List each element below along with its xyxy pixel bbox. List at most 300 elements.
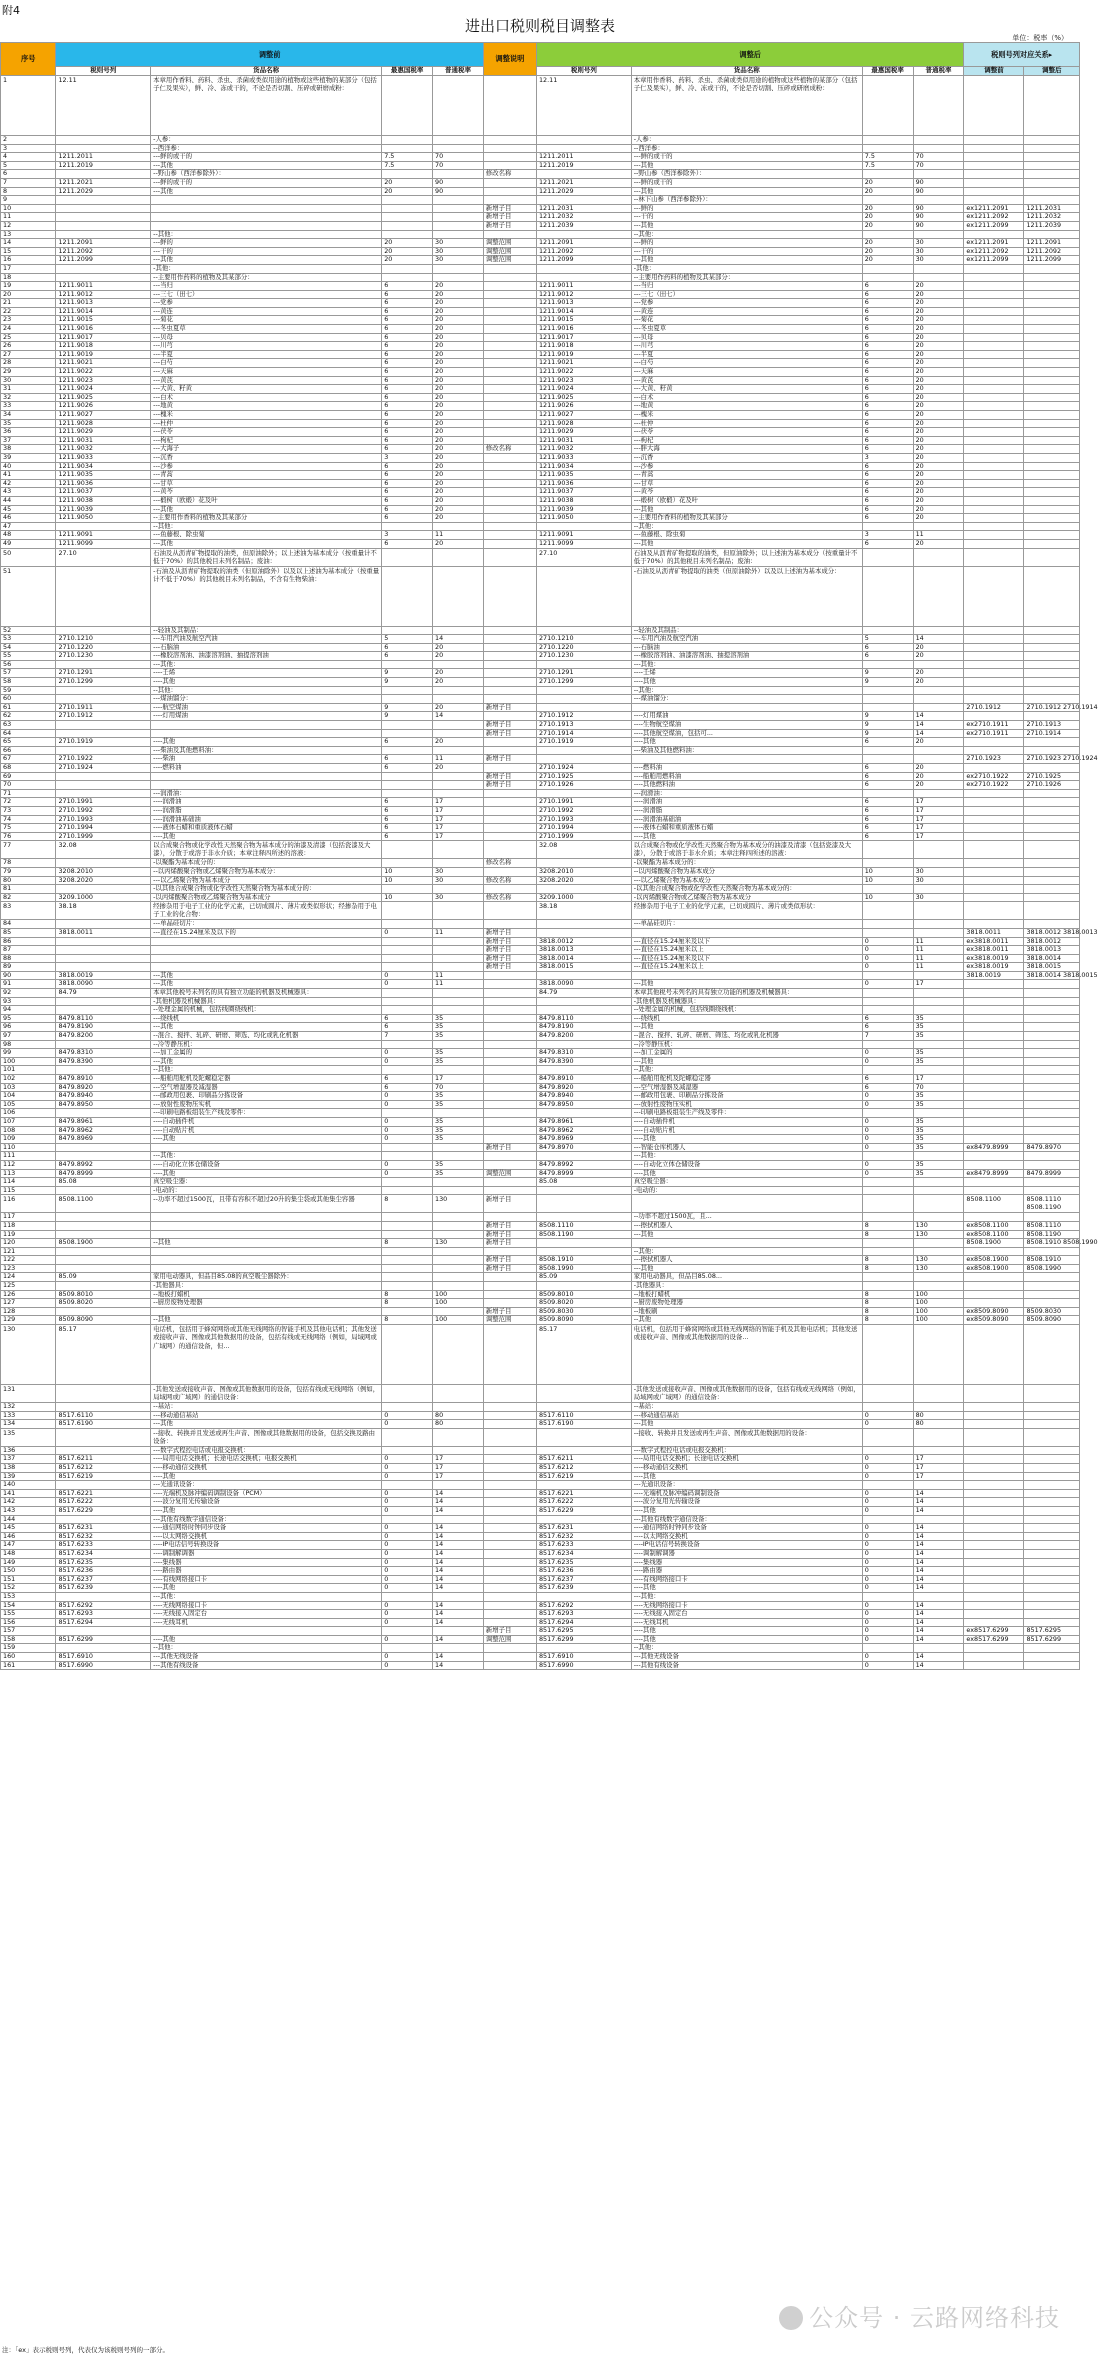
cell-note — [483, 1066, 536, 1075]
cell-note: 新增子目 — [483, 1627, 536, 1636]
cell-before-general: 14 — [433, 712, 484, 721]
cell-after-code: 2710.1924 — [536, 764, 631, 773]
cell-note: 新增子目 — [483, 213, 536, 222]
cell-after-general: 30 — [913, 876, 964, 885]
cell-before-code: 8479.8110 — [56, 1014, 151, 1023]
cell-after-general: 20 — [913, 678, 964, 687]
cell-after-name: ---冬虫夏草 — [631, 325, 862, 334]
cell-after-name: ----有线网络接口卡 — [631, 1575, 862, 1584]
cell-map-before — [964, 479, 1024, 488]
attachment-label: 附4 — [2, 4, 20, 17]
cell-after-name: --功率不超过1500瓦，且... — [631, 1213, 862, 1222]
cell-note: 修改名称 — [483, 859, 536, 868]
cell-after-general — [913, 1325, 964, 1385]
cell-map-before — [964, 488, 1024, 497]
cell-before-mfn: 6 — [382, 333, 433, 342]
cell-before-general: 20 — [433, 368, 484, 377]
cell-map-after — [1024, 1644, 1080, 1653]
cell-before-general: 14 — [433, 1506, 484, 1515]
cell-before-code: 1211.9023 — [56, 376, 151, 385]
cell-before-name — [151, 213, 382, 222]
cell-after-general: 14 — [913, 1618, 964, 1627]
cell-after-general: 90 — [913, 187, 964, 196]
table-row — [1, 635, 1080, 644]
cell-map-after — [1024, 686, 1080, 695]
cell-before-name: ---黄芪 — [151, 376, 382, 385]
cell-after-mfn: 8 — [862, 1230, 913, 1239]
cell-before-mfn — [382, 1264, 433, 1273]
cell-before-code: 2710.1912 — [56, 712, 151, 721]
cell-before-general — [433, 1592, 484, 1601]
cell-map-after — [1024, 471, 1080, 480]
cell-before-general — [433, 1178, 484, 1187]
cell-before-code: 1211.9026 — [56, 402, 151, 411]
cell-before-name: ---煤油馏分： — [151, 695, 382, 704]
cell-after-general: 11 — [913, 531, 964, 540]
cell-note — [483, 902, 536, 920]
cell-seq: 7 — [1, 178, 56, 187]
cell-after-general: 14 — [913, 729, 964, 738]
cell-before-code: 3208.2020 — [56, 876, 151, 885]
cell-after-name: ---其他 — [631, 1057, 862, 1066]
cell-before-name — [151, 196, 382, 205]
cell-before-mfn: 0 — [382, 1532, 433, 1541]
cell-seq: 112 — [1, 1160, 56, 1169]
cell-note — [483, 1282, 536, 1291]
cell-after-code: 1211.9037 — [536, 488, 631, 497]
cell-before-mfn: 6 — [382, 290, 433, 299]
cell-seq: 42 — [1, 479, 56, 488]
cell-before-mfn — [382, 1109, 433, 1118]
cell-note — [483, 1506, 536, 1515]
cell-seq: 126 — [1, 1290, 56, 1299]
cell-before-general: 20 — [433, 496, 484, 505]
table-row — [1, 1282, 1080, 1291]
cell-before-name: ----调制解调器 — [151, 1549, 382, 1558]
header-mapping[interactable]: 税则号列对应关系▸ — [964, 43, 1080, 67]
cell-before-name — [151, 1627, 382, 1636]
cell-before-mfn — [382, 954, 433, 963]
cell-before-mfn: 6 — [382, 1075, 433, 1084]
cell-map-after — [1024, 359, 1080, 368]
cell-map-before — [964, 1610, 1024, 1619]
cell-map-before — [964, 798, 1024, 807]
cell-before-name — [151, 1213, 382, 1222]
cell-before-general: 35 — [433, 1057, 484, 1066]
cell-seq: 45 — [1, 505, 56, 514]
cell-after-mfn: 8 — [862, 1221, 913, 1230]
cell-before-mfn — [382, 1040, 433, 1049]
cell-after-general: 35 — [913, 1032, 964, 1041]
cell-before-name: 家用电动器具，但品目85.08的真空吸尘器除外： — [151, 1273, 382, 1282]
cell-map-after — [1024, 893, 1080, 902]
cell-before-name: ---其他 — [151, 1023, 382, 1032]
cell-before-code: 1211.9017 — [56, 333, 151, 342]
cell-map-before — [964, 815, 1024, 824]
cell-before-general: 20 — [433, 282, 484, 291]
cell-map-after — [1024, 738, 1080, 747]
cell-map-before — [964, 170, 1024, 179]
table-row — [1, 1186, 1080, 1195]
cell-before-code: 3818.0019 — [56, 971, 151, 980]
cell-before-mfn: 6 — [382, 445, 433, 454]
cell-map-after — [1024, 1032, 1080, 1041]
cell-before-code: 8479.8910 — [56, 1075, 151, 1084]
cell-after-name: 真空吸尘器： — [631, 1178, 862, 1187]
cell-before-mfn: 6 — [382, 488, 433, 497]
cell-after-mfn — [862, 841, 913, 859]
cell-seq: 69 — [1, 772, 56, 781]
cell-before-mfn: 0 — [382, 1653, 433, 1662]
cell-before-code: 2710.1994 — [56, 824, 151, 833]
cell-before-general: 20 — [433, 488, 484, 497]
cell-map-before — [964, 1403, 1024, 1412]
cell-before-name: --野山参（西洋参除外）： — [151, 170, 382, 179]
cell-map-before — [964, 1464, 1024, 1473]
cell-seq: 35 — [1, 419, 56, 428]
table-row — [1, 539, 1080, 548]
cell-after-name: ---鲜的或干的 — [631, 178, 862, 187]
cell-after-mfn — [862, 1066, 913, 1075]
cell-map-before — [964, 1178, 1024, 1187]
table-row — [1, 946, 1080, 955]
cell-map-before: ex8479.8999 — [964, 1143, 1024, 1152]
cell-before-mfn — [382, 566, 433, 626]
cell-after-general: 20 — [913, 385, 964, 394]
cell-before-mfn: 6 — [382, 436, 433, 445]
cell-before-code — [56, 213, 151, 222]
cell-seq: 40 — [1, 462, 56, 471]
cell-seq: 124 — [1, 1273, 56, 1282]
cell-seq: 139 — [1, 1472, 56, 1481]
cell-after-code: 8509.8030 — [536, 1307, 631, 1316]
cell-map-before — [964, 841, 1024, 859]
cell-seq: 130 — [1, 1325, 56, 1385]
cell-seq: 36 — [1, 428, 56, 437]
cell-after-mfn: 6 — [862, 350, 913, 359]
cell-after-mfn — [862, 566, 913, 626]
table-row — [1, 196, 1080, 205]
cell-after-name: ---其他 — [631, 1023, 862, 1032]
cell-after-name: ----燃料油 — [631, 764, 862, 773]
cell-after-name: ---菊花 — [631, 316, 862, 325]
cell-before-general: 20 — [433, 453, 484, 462]
cell-after-code: 85.08 — [536, 1178, 631, 1187]
cell-before-code: 8517.6239 — [56, 1584, 151, 1593]
cell-before-general: 100 — [433, 1316, 484, 1325]
cell-before-mfn — [382, 1152, 433, 1161]
cell-map-after — [1024, 798, 1080, 807]
header-note: 调整说明 — [483, 43, 536, 76]
cell-seq: 70 — [1, 781, 56, 790]
cell-after-code — [536, 566, 631, 626]
cell-before-name: ---白芍 — [151, 359, 382, 368]
cell-after-name: ---干的 — [631, 213, 862, 222]
cell-after-mfn: 5 — [862, 635, 913, 644]
cell-before-code — [56, 1428, 151, 1446]
cell-after-code: 12.11 — [536, 76, 631, 136]
cell-before-general: 100 — [433, 1299, 484, 1308]
cell-after-code: 8517.6910 — [536, 1653, 631, 1662]
cell-after-mfn: 20 — [862, 204, 913, 213]
header-map-after: 调整后 — [1024, 67, 1080, 76]
cell-before-code — [56, 1385, 151, 1403]
cell-map-after: 2710.1913 — [1024, 721, 1080, 730]
cell-after-mfn: 8 — [862, 1307, 913, 1316]
header-before-code: 税则号列 — [56, 67, 151, 76]
table-row — [1, 893, 1080, 902]
cell-before-mfn — [382, 1247, 433, 1256]
cell-before-code: 1211.9015 — [56, 316, 151, 325]
cell-after-name: -其他机器及机械器具： — [631, 997, 862, 1006]
cell-map-before — [964, 307, 1024, 316]
cell-map-after — [1024, 376, 1080, 385]
cell-after-code: 8517.6234 — [536, 1549, 631, 1558]
cell-after-mfn: 0 — [862, 1160, 913, 1169]
cell-seq: 52 — [1, 626, 56, 635]
cell-map-after — [1024, 436, 1080, 445]
cell-after-general — [913, 1282, 964, 1291]
cell-map-before — [964, 1532, 1024, 1541]
cell-map-after: 3818.0014 3818.0015 — [1024, 971, 1080, 980]
cell-seq: 58 — [1, 678, 56, 687]
cell-after-general: 20 — [913, 368, 964, 377]
cell-map-before — [964, 1506, 1024, 1515]
cell-map-after — [1024, 76, 1080, 136]
cell-after-mfn — [862, 1592, 913, 1601]
cell-seq: 71 — [1, 789, 56, 798]
cell-after-general: 14 — [913, 1489, 964, 1498]
cell-after-mfn: 6 — [862, 781, 913, 790]
cell-after-mfn: 6 — [862, 368, 913, 377]
header-before: 调整前 — [56, 43, 483, 67]
cell-seq: 152 — [1, 1584, 56, 1593]
cell-before-general — [433, 548, 484, 566]
cell-seq: 34 — [1, 411, 56, 420]
cell-before-code: 8517.6234 — [56, 1549, 151, 1558]
cell-before-mfn: 6 — [382, 496, 433, 505]
cell-before-code: 2710.1992 — [56, 806, 151, 815]
cell-after-name: 电话机，包括用于蜂窝网络或其他无线网络的智能手机及其他电话机；其他发送或接收声音、图像或其他数据用的设备... — [631, 1325, 862, 1385]
cell-after-code: 8479.8940 — [536, 1092, 631, 1101]
cell-note — [483, 1549, 536, 1558]
cell-before-name: ---移动通信基站 — [151, 1411, 382, 1420]
cell-note — [483, 316, 536, 325]
cell-seq: 111 — [1, 1152, 56, 1161]
cell-note — [483, 738, 536, 747]
cell-before-general — [433, 221, 484, 230]
cell-after-code: 3208.2010 — [536, 867, 631, 876]
cell-before-code — [56, 1221, 151, 1230]
cell-before-general: 20 — [433, 299, 484, 308]
cell-map-after — [1024, 806, 1080, 815]
cell-before-name: ---直径在15.24厘米及以下的 — [151, 928, 382, 937]
cell-before-code: 2710.1220 — [56, 643, 151, 652]
cell-before-mfn: 6 — [382, 307, 433, 316]
cell-map-after — [1024, 1411, 1080, 1420]
cell-after-mfn — [862, 660, 913, 669]
cell-after-code: 1211.9011 — [536, 282, 631, 291]
cell-after-name: ---干的 — [631, 247, 862, 256]
cell-after-mfn: 6 — [862, 393, 913, 402]
cell-note — [483, 333, 536, 342]
cell-map-before: ex8508.1900 — [964, 1256, 1024, 1265]
cell-after-mfn — [862, 1403, 913, 1412]
cell-map-before — [964, 1066, 1024, 1075]
cell-map-after: 8508.1910 — [1024, 1256, 1080, 1265]
cell-before-mfn: 9 — [382, 669, 433, 678]
cell-after-mfn: 0 — [862, 1524, 913, 1533]
cell-after-code: 3818.0012 — [536, 937, 631, 946]
cell-seq: 118 — [1, 1221, 56, 1230]
cell-before-name: --厨房废物处理器 — [151, 1299, 382, 1308]
table-row — [1, 496, 1080, 505]
cell-before-code: 8517.6293 — [56, 1610, 151, 1619]
cell-after-mfn — [862, 789, 913, 798]
cell-note — [483, 282, 536, 291]
cell-note — [483, 1644, 536, 1653]
cell-map-before — [964, 885, 1024, 894]
cell-before-code: 2710.1922 — [56, 755, 151, 764]
cell-note: 新增子目 — [483, 954, 536, 963]
cell-after-mfn — [862, 989, 913, 998]
cell-before-mfn — [382, 221, 433, 230]
cell-before-general: 35 — [433, 1092, 484, 1101]
cell-before-mfn: 6 — [382, 342, 433, 351]
cell-after-mfn: 0 — [862, 1618, 913, 1627]
cell-note: 新增子目 — [483, 1239, 536, 1248]
cell-note — [483, 1109, 536, 1118]
cell-map-after — [1024, 980, 1080, 989]
cell-before-general — [433, 1247, 484, 1256]
cell-before-mfn: 6 — [382, 402, 433, 411]
table-row — [1, 1160, 1080, 1169]
cell-after-code: 1211.9012 — [536, 290, 631, 299]
cell-after-name — [631, 928, 862, 937]
cell-before-general — [433, 781, 484, 790]
cell-after-mfn: 0 — [862, 1143, 913, 1152]
cell-seq: 76 — [1, 832, 56, 841]
cell-before-general — [433, 1213, 484, 1222]
cell-seq: 157 — [1, 1627, 56, 1636]
cell-seq: 161 — [1, 1661, 56, 1670]
cell-map-after — [1024, 1661, 1080, 1670]
cell-after-mfn — [862, 920, 913, 929]
cell-seq: 141 — [1, 1489, 56, 1498]
cell-before-mfn: 0 — [382, 1549, 433, 1558]
unit-note: 单位：税率（%） — [1012, 34, 1068, 42]
cell-after-general: 20 — [913, 419, 964, 428]
cell-note — [483, 1584, 536, 1593]
cell-after-general — [913, 746, 964, 755]
cell-before-mfn: 6 — [382, 411, 433, 420]
cell-after-mfn: 6 — [862, 342, 913, 351]
cell-note — [483, 385, 536, 394]
cell-before-general — [433, 1273, 484, 1282]
cell-after-mfn — [862, 1006, 913, 1015]
cell-before-code — [56, 1481, 151, 1490]
cell-before-code: 1211.9032 — [56, 445, 151, 454]
cell-map-after — [1024, 1006, 1080, 1015]
cell-before-code — [56, 264, 151, 273]
cell-before-general — [433, 196, 484, 205]
cell-before-name: ----自动贴片机 — [151, 1126, 382, 1135]
cell-note — [483, 1661, 536, 1670]
cell-after-name: ---直径在15.24厘米及以下 — [631, 954, 862, 963]
cell-after-code: 1211.9035 — [536, 471, 631, 480]
cell-map-before — [964, 1109, 1024, 1118]
cell-before-code: 84.79 — [56, 989, 151, 998]
header-before-name: 货品名称 — [151, 67, 382, 76]
cell-after-code — [536, 196, 631, 205]
cell-after-mfn — [862, 686, 913, 695]
cell-before-name: --其他： — [151, 686, 382, 695]
cell-after-general — [913, 920, 964, 929]
cell-note — [483, 832, 536, 841]
cell-before-mfn: 0 — [382, 980, 433, 989]
cell-before-code: 1211.9033 — [56, 453, 151, 462]
cell-map-after — [1024, 1273, 1080, 1282]
cell-before-name: -电动的： — [151, 1186, 382, 1195]
cell-after-mfn: 6 — [862, 806, 913, 815]
cell-after-general: 14 — [913, 1541, 964, 1550]
cell-after-mfn: 6 — [862, 505, 913, 514]
cell-seq: 121 — [1, 1247, 56, 1256]
cell-after-general: 70 — [913, 1083, 964, 1092]
cell-map-after: 8479.8999 — [1024, 1169, 1080, 1178]
cell-map-before: ex8517.6299 — [964, 1635, 1024, 1644]
cell-before-mfn — [382, 196, 433, 205]
cell-before-general: 20 — [433, 350, 484, 359]
cell-after-code: 2710.1994 — [536, 824, 631, 833]
cell-seq: 13 — [1, 230, 56, 239]
cell-map-before — [964, 1567, 1024, 1576]
cell-after-mfn: 6 — [862, 428, 913, 437]
cell-seq: 60 — [1, 695, 56, 704]
cell-note — [483, 660, 536, 669]
cell-before-mfn: 6 — [382, 325, 433, 334]
cell-map-after — [1024, 1049, 1080, 1058]
cell-after-code: 3818.0014 — [536, 954, 631, 963]
cell-before-name: ---党参 — [151, 299, 382, 308]
cell-before-general: 14 — [433, 1661, 484, 1670]
cell-after-code: 1211.2021 — [536, 178, 631, 187]
cell-map-before — [964, 678, 1024, 687]
cell-seq: 129 — [1, 1316, 56, 1325]
cell-before-mfn: 0 — [382, 1584, 433, 1593]
cell-map-after — [1024, 385, 1080, 394]
header-after: 调整后 — [536, 43, 963, 67]
cell-after-code: 8508.1190 — [536, 1230, 631, 1239]
cell-before-mfn — [382, 1403, 433, 1412]
cell-before-general: 14 — [433, 1541, 484, 1550]
cell-after-code: 1211.9099 — [536, 539, 631, 548]
table-row — [1, 1092, 1080, 1101]
cell-after-mfn: 0 — [862, 1610, 913, 1619]
cell-before-mfn — [382, 204, 433, 213]
cell-after-code: 8479.8110 — [536, 1014, 631, 1023]
cell-map-before — [964, 282, 1024, 291]
cell-note — [483, 1403, 536, 1412]
cell-after-code: 1211.9050 — [536, 514, 631, 523]
cell-map-after — [1024, 643, 1080, 652]
cell-seq: 147 — [1, 1541, 56, 1550]
cell-map-before — [964, 980, 1024, 989]
cell-after-general: 35 — [913, 1126, 964, 1135]
cell-before-general: 14 — [433, 1635, 484, 1644]
cell-seq: 96 — [1, 1023, 56, 1032]
cell-map-after — [1024, 1524, 1080, 1533]
